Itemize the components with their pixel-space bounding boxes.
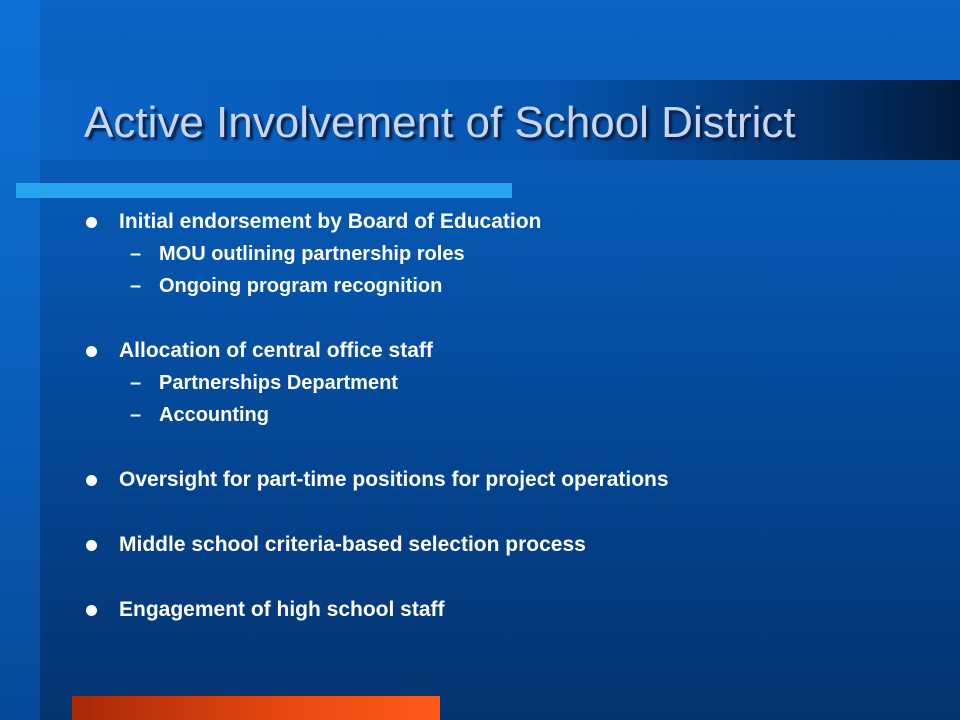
bullet-item [84,464,944,496]
bullet-text: Engagement of high school staff [119,598,445,621]
dash-marker: – [130,404,142,426]
slide-title: Active Involvement of School District [84,98,796,147]
sub-bullet-text: Ongoing program recognition [159,275,443,297]
sub-bullet-item [84,367,944,399]
sub-bullet-item [84,270,944,302]
bullet-dot-icon [86,540,97,551]
bullet-text: Initial endorsement by Board of Education [119,210,542,233]
bullet-item [84,206,944,238]
sub-bullet-item [84,238,944,270]
sub-bullet-item [84,399,944,431]
dash-marker: – [130,243,142,265]
dash-marker: – [130,372,142,394]
bullet-dot-icon [86,475,97,486]
bullet-text: Middle school criteria-based selection process [119,533,586,556]
bullet-dot-icon [86,346,97,357]
bullet-text: Oversight for part-time positions for project operations [119,468,669,491]
bullet-item [84,529,944,561]
accent-bar [16,183,512,198]
sub-bullet-text: Partnerships Department [159,372,398,394]
bullet-item [84,594,944,626]
sub-bullet-text: MOU outlining partnership roles [159,243,465,265]
bullet-item [84,335,944,367]
spacer [84,496,944,529]
bullet-dot-icon [86,605,97,616]
bullet-dot-icon [86,217,97,228]
spacer [84,561,944,594]
dash-marker: – [130,275,142,297]
bullet-text: Allocation of central office staff [119,339,433,362]
orange-accent-bar [72,696,440,720]
spacer [84,431,944,464]
sub-bullet-text: Accounting [159,404,269,426]
spacer [84,302,944,335]
bullet-list [84,206,944,626]
